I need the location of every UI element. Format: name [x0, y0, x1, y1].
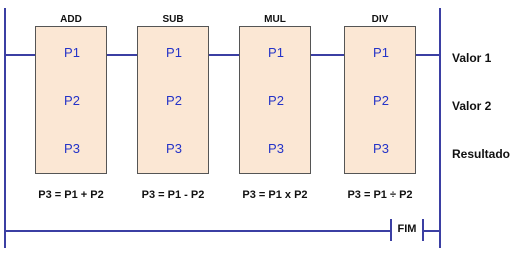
rung-wire-sub-mul	[209, 54, 239, 56]
block-sub[interactable]	[137, 26, 209, 174]
formula-mul: P3 = P1 x P2	[242, 189, 308, 201]
rung-wire-mul-div	[311, 54, 344, 56]
block-mul[interactable]	[239, 26, 311, 174]
fim-coil[interactable]	[390, 219, 424, 241]
param-p1: P1	[373, 45, 389, 60]
block-title-add: ADD	[60, 14, 82, 25]
rung-wire-fim-left	[6, 230, 390, 232]
right-power-rail	[439, 8, 441, 248]
param-p3: P3	[373, 141, 389, 156]
param-p2: P2	[64, 93, 80, 108]
rung-wire-end	[416, 54, 439, 56]
param-p1: P1	[166, 45, 182, 60]
formula-div: P3 = P1 ÷ P2	[347, 189, 413, 201]
block-title-div: DIV	[371, 14, 389, 25]
left-power-rail	[4, 8, 6, 248]
rung-wire-add-sub	[107, 54, 137, 56]
param-p1: P1	[64, 45, 80, 60]
param-p3: P3	[268, 141, 284, 156]
param-p2: P2	[166, 93, 182, 108]
param-p3: P3	[64, 141, 80, 156]
formula-add: P3 = P1 + P2	[38, 189, 104, 201]
fim-label: FIM	[397, 223, 417, 235]
param-p1: P1	[268, 45, 284, 60]
label-valor-2: Valor 2	[452, 99, 492, 113]
param-p3: P3	[166, 141, 182, 156]
block-title-mul: MUL	[264, 14, 286, 25]
block-title-sub: SUB	[162, 14, 184, 25]
rung-wire-fim-right	[424, 230, 439, 232]
formula-sub: P3 = P1 - P2	[141, 189, 205, 201]
param-p2: P2	[373, 93, 389, 108]
label-valor-1: Valor 1	[452, 51, 492, 65]
rung-wire-start	[6, 54, 35, 56]
block-add[interactable]	[35, 26, 107, 174]
block-div[interactable]	[344, 26, 416, 174]
param-p2: P2	[268, 93, 284, 108]
label-resultado: Resultado	[452, 147, 511, 161]
